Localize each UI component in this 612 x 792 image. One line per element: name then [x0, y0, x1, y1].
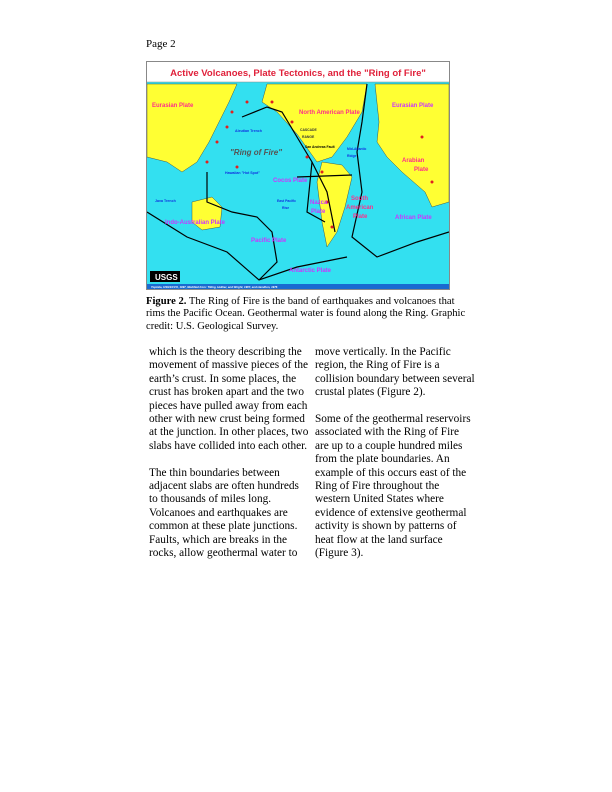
label-african: African Plate — [395, 215, 432, 221]
label-mid-atlantic: Mid-Atlantic — [347, 147, 367, 151]
label-eurasian-east: Eurasian Plate — [392, 103, 434, 109]
label-rise: Rise — [282, 206, 290, 210]
label-indo-australian: Indo-Australian Plate — [165, 220, 226, 226]
label-east-pacific: East Pacific — [277, 199, 297, 203]
label-nazca-plate: Plate — [311, 209, 326, 215]
label-cascade: CASCADE — [300, 128, 317, 132]
caption-text: The Ring of Fire is the band of earthquakes and volcanoes that rims the Pacific Ocean. Geothermal water is found along the Ring. Graphic credit: U.S. Geological Survey. — [146, 296, 466, 332]
figure-caption — [146, 296, 466, 333]
map-credit: Topinka, USGS/CVO, 1997, Modified from: Tilling, Heliker, and Wright, 1987, and Hamilton, 1976 — [151, 285, 278, 289]
map-title: Active Volcanoes, Plate Tectonics, and the "Ring of Fire" — [170, 68, 426, 79]
ring-of-fire-map — [146, 61, 450, 290]
paragraph: The thin boundaries between adjacent slabs are often hundreds to thousands of miles long. Volcanoes and earthquakes are common at these plate junctions. Faults, which are breaks in the rocks, allow geothermal water to — [149, 466, 299, 560]
paragraph: Some of the geothermal reservoirs associated with the Ring of Fire are up to a couple hundred miles from the plate boundaries. An example of this occurs east of the Ring of Fire throughout the western United States where evidence of extensive geothermal activity is shown by patterns of heat flow at the land surface (Figure 3). — [315, 413, 471, 560]
label-arabian: Arabian — [402, 158, 425, 164]
label-san-andreas: San Andreas Fault — [305, 145, 335, 149]
label-range: RANGE — [302, 135, 315, 139]
label-aleutian: Aleutian Trench — [235, 129, 262, 133]
right-column — [315, 346, 475, 574]
label-eurasian-west: Eurasian Plate — [152, 103, 194, 109]
label-nazca: Nazca — [310, 200, 328, 206]
paragraph: move vertically. In the Pacific region, the Ring of Fire is a collision boundary between several crustal plates (Figure 2). — [315, 346, 475, 399]
label-arabian-plate: Plate — [414, 167, 429, 173]
label-ridge: Ridge — [347, 154, 357, 158]
label-cocos: Cocos Plate — [273, 178, 308, 184]
left-column — [149, 346, 309, 574]
usgs-logo: USGS — [155, 273, 178, 282]
label-american: American — [346, 205, 374, 211]
label-north-american: North American Plate — [299, 110, 360, 116]
label-ring-of-fire: "Ring of Fire" — [230, 148, 283, 157]
paragraph: which is the theory describing the movement of massive pieces of the earth’s crust. In some places, the crust has broken apart and the two pieces have pulled away from each other with new crust being formed at the junction. In other places, two slabs have collided into each other. — [149, 346, 309, 452]
label-sa-plate: Plate — [353, 214, 368, 220]
label-hawaiian: Hawaiian "Hot Spot" — [225, 171, 260, 175]
caption-label: Figure 2. — [146, 296, 187, 307]
label-south: South — [351, 196, 368, 202]
label-antarctic: Antarctic Plate — [289, 268, 332, 274]
label-pacific: Pacific Plate — [251, 238, 287, 244]
label-java: Java Trench — [155, 199, 176, 203]
page-number: Page 2 — [146, 38, 176, 50]
